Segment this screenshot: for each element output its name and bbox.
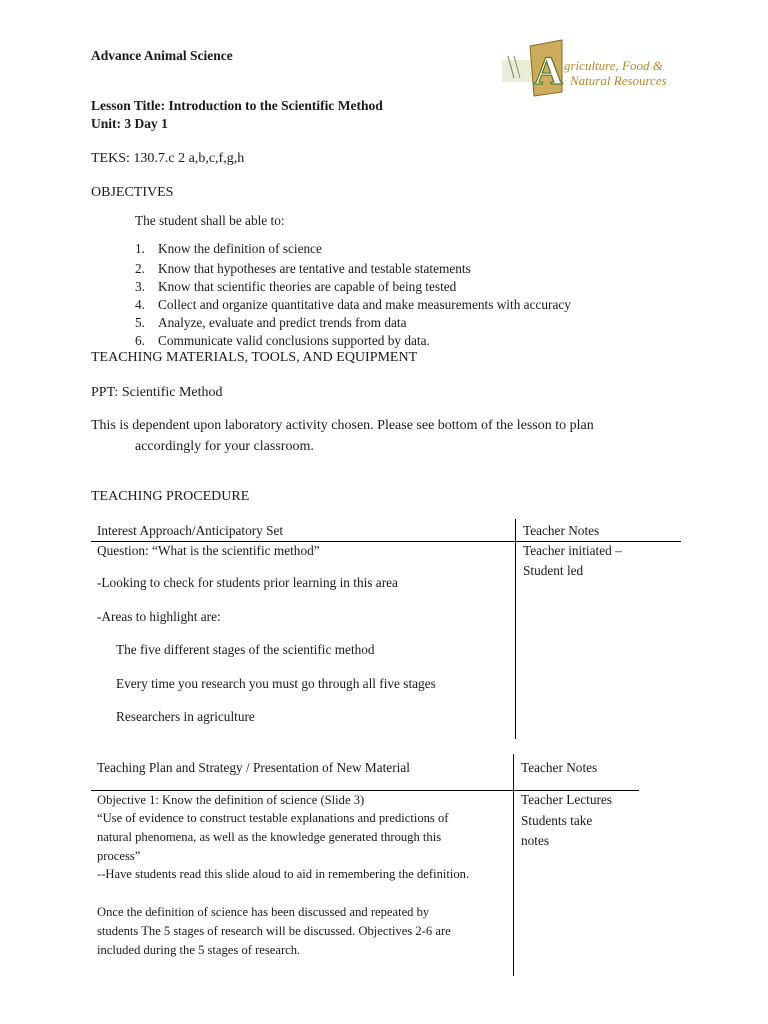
objectives-intro: The student shall be able to:: [135, 213, 285, 228]
materials-note-line1: This is dependent upon laboratory activity chosen. Please see bottom of the lesson to plan: [91, 418, 594, 433]
objective-item: 2. Know that hypotheses are tentative and testable statements: [135, 261, 471, 276]
table2-discussion-line: students The 5 stages of research will be discussed. Objectives 2-6 are: [97, 924, 451, 938]
teks-label: TEKS: 130.7.c 2 a,b,c,f,g,h: [91, 151, 245, 166]
objective-item: 3. Know that scientific theories are capable of being tested: [135, 279, 457, 294]
lesson-title: Lesson Title: Introduction to the Scientific Method: [91, 98, 383, 113]
table-column-divider: [513, 754, 514, 976]
table2-notes-line: Students take: [521, 813, 593, 828]
course-title: Advance Animal Science: [91, 48, 233, 63]
ppt-label: PPT: Scientific Method: [91, 385, 223, 400]
procedure-heading: TEACHING PROCEDURE: [91, 489, 250, 504]
table2-discussion-line: included during the 5 stages of research.: [97, 943, 301, 957]
materials-note-line2: accordingly for your classroom.: [135, 439, 314, 454]
table2-col1-header: Teaching Plan and Strategy / Presentation of New Material: [97, 760, 410, 775]
table1-col2-header: Teacher Notes: [523, 523, 600, 538]
logo-text-line1: griculture, Food &: [564, 58, 663, 73]
table2-quote-line: natural phenomena, as well as the knowledge generated through this: [97, 830, 442, 844]
logo-text-line2: Natural Resources: [570, 73, 667, 88]
table-divider: [91, 790, 639, 791]
table2-col2-header: Teacher Notes: [521, 760, 598, 775]
objective-item: 1. Know the definition of science: [135, 241, 322, 256]
materials-heading: TEACHING MATERIALS, TOOLS, AND EQUIPMENT: [91, 350, 418, 365]
table1-areas: -Areas to highlight are:: [97, 609, 221, 624]
table2-quote-line: process”: [97, 849, 141, 863]
logo-letter: A: [534, 48, 563, 93]
table1-highlight: The five different stages of the scientific method: [116, 642, 375, 657]
table1-highlight: Every time you research you must go through all five stages: [116, 676, 436, 691]
table1-col1-header: Interest Approach/Anticipatory Set: [97, 523, 284, 538]
objective-item: 4. Collect and organize quantitative data and make measurements with accuracy: [135, 297, 571, 312]
table-divider: [91, 541, 681, 542]
table1-question: Question: “What is the scientific method”: [97, 543, 320, 558]
objective-item: 5. Analyze, evaluate and predict trends from data: [135, 315, 407, 330]
table2-quote-line: “Use of evidence to construct testable explanations and predictions of: [97, 811, 449, 825]
table2-discussion-line: Once the definition of science has been discussed and repeated by: [97, 905, 430, 919]
table2-objective: Objective 1: Know the definition of science (Slide 3): [97, 793, 365, 807]
objective-item: 6. Communicate valid conclusions supported by data.: [135, 333, 430, 348]
agriculture-logo: [500, 38, 680, 100]
table2-notes-line: notes: [521, 833, 550, 848]
objectives-list: [135, 240, 571, 350]
table1-notes-line1: Teacher initiated –: [523, 543, 622, 558]
table1-highlight: Researchers in agriculture: [116, 709, 255, 724]
table-column-divider: [515, 519, 516, 739]
table2-read-aloud: --Have students read this slide aloud to aid in remembering the definition.: [97, 867, 470, 881]
objectives-heading: OBJECTIVES: [91, 185, 174, 200]
table1-notes-line2: Student led: [523, 563, 584, 578]
table2-notes-line: Teacher Lectures: [521, 792, 612, 807]
table1-check: -Looking to check for students prior learning in this area: [97, 575, 398, 590]
unit-label: Unit: 3 Day 1: [91, 116, 168, 131]
